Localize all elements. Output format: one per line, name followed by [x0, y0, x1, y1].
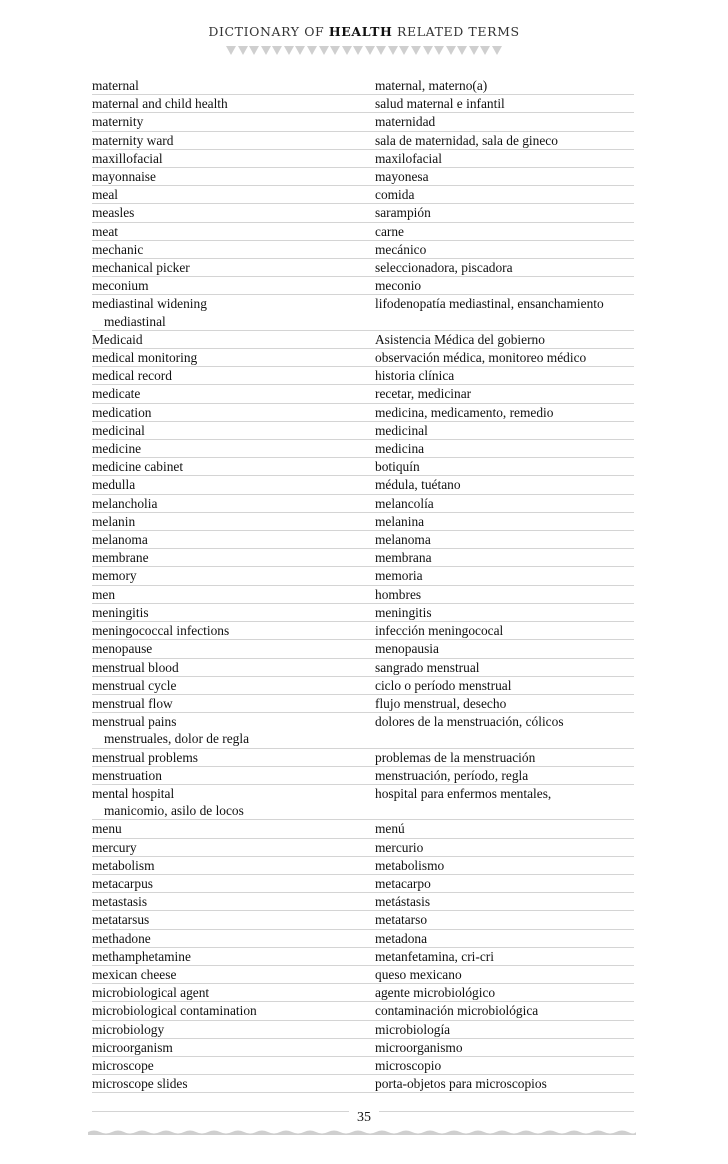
spanish-translation-line: metatarso [375, 912, 428, 928]
spanish-translation [375, 660, 480, 675]
spanish-translation-line: metabolismo [375, 857, 445, 873]
english-term: microbiological contamination [92, 1003, 257, 1019]
spanish-translation-line: meconio [375, 278, 422, 294]
spanish-translation [375, 133, 558, 148]
glossary-row [92, 422, 634, 440]
glossary-row [92, 531, 634, 549]
page-number [0, 1110, 728, 1126]
spanish-translation-line: observación médica, monitoreo médico [375, 350, 587, 366]
header-suffix: RELATED TERMS [392, 24, 520, 39]
english-term: methadone [92, 930, 151, 946]
spanish-translation-line: membrana [375, 550, 432, 566]
english-term: medicine cabinet [92, 459, 184, 475]
spanish-translation [375, 1022, 450, 1037]
english-term: mechanical picker [92, 260, 190, 276]
english-term: microbiology [92, 1021, 165, 1037]
spanish-translation-line: memoria [375, 568, 423, 584]
ornament-triangle [342, 46, 352, 55]
spanish-translation [375, 912, 427, 927]
spanish-translation-line: flujo menstrual, desecho [375, 695, 507, 711]
english-term: microorganism [92, 1039, 173, 1055]
spanish-translation-line: queso mexicano [375, 966, 462, 982]
spanish-translation [375, 967, 462, 982]
glossary-row [92, 77, 634, 95]
english-term: medical monitoring [92, 350, 198, 366]
glossary-row [92, 186, 634, 204]
glossary-row [92, 259, 634, 277]
english-term: melanin [92, 513, 136, 529]
spanish-translation-line: metanfetamina, cri-cri [375, 948, 494, 964]
english-term: medicate [92, 386, 141, 402]
spanish-translation [375, 840, 423, 855]
spanish-translation [375, 1076, 547, 1091]
ornament-triangle [411, 46, 421, 55]
glossary-row [92, 604, 634, 622]
spanish-translation-line: agente microbiológico [375, 985, 496, 1001]
english-term: membrane [92, 550, 149, 566]
glossary-row [92, 513, 634, 531]
spanish-translation-line: sarampión [375, 205, 431, 221]
english-term: metatarsus [92, 912, 150, 928]
ornament-triangle [284, 46, 294, 55]
spanish-translation [375, 350, 586, 365]
glossary-row [92, 95, 634, 113]
english-term: microbiological agent [92, 985, 210, 1001]
spanish-translation-line: meningitis [375, 604, 432, 620]
spanish-translation [375, 550, 432, 565]
spanish-translation [375, 931, 427, 946]
glossary-row [92, 567, 634, 585]
glossary-row [92, 495, 634, 513]
glossary-row [92, 586, 634, 604]
english-term: mediastinal widening [92, 296, 207, 312]
spanish-translation-line: medicina, medicamento, remedio [375, 404, 554, 420]
ornament-triangle [446, 46, 456, 55]
spanish-translation-line: metacarpo [375, 875, 431, 891]
spanish-translation-line: melancolía [375, 495, 434, 511]
spanish-translation [375, 78, 487, 93]
english-term: men [92, 586, 116, 602]
ornament-triangle [249, 46, 259, 55]
spanish-translation [375, 750, 535, 765]
english-term: menstruation [92, 767, 162, 783]
spanish-translation [375, 949, 494, 964]
english-term: medicinal [92, 422, 145, 438]
glossary-row [92, 277, 634, 295]
glossary-row [92, 241, 634, 259]
glossary-row [92, 659, 634, 677]
spanish-translation [375, 386, 471, 401]
glossary-row [92, 749, 634, 767]
spanish-translation [375, 151, 442, 166]
glossary-row [92, 875, 634, 893]
glossary-row [92, 1039, 634, 1057]
spanish-translation-line: recetar, medicinar [375, 386, 472, 402]
ornament-triangle [469, 46, 479, 55]
english-term: metastasis [92, 894, 148, 910]
spanish-translation [375, 985, 495, 1000]
spanish-translation-line: hospital para enfermos mentales, [375, 785, 552, 801]
ornament-triangle [492, 46, 502, 55]
spanish-translation [375, 114, 435, 129]
spanish-translation-line: comida [375, 187, 415, 203]
spanish-translation-line: carne [375, 223, 404, 239]
glossary-row [92, 349, 634, 367]
glossary-row [92, 150, 634, 168]
ornament-triangle [261, 46, 271, 55]
glossary-list [92, 77, 634, 1093]
spanish-translation-line: medicina [375, 441, 425, 457]
spanish-translation [375, 205, 431, 220]
glossary-row [92, 677, 634, 695]
header-ornament [226, 46, 502, 58]
english-term: mechanic [92, 241, 144, 257]
english-term: menstrual cycle [92, 677, 177, 693]
spanish-translation [375, 441, 424, 456]
spanish-translation [375, 1003, 538, 1018]
glossary-row [92, 404, 634, 422]
spanish-translation-line: mecánico [375, 241, 427, 257]
ornament-triangle [457, 46, 467, 55]
ornament-triangle [353, 46, 363, 55]
english-term: memory [92, 568, 137, 584]
glossary-row [92, 767, 634, 785]
spanish-translation [375, 876, 431, 891]
ornament-triangle [399, 46, 409, 55]
spanish-translation [375, 242, 426, 257]
english-term: menstrual blood [92, 659, 179, 675]
spanish-translation-line: sala de maternidad, sala de gineco [375, 132, 558, 148]
english-term: metabolism [92, 857, 155, 873]
spanish-translation-line: menú [375, 821, 405, 837]
spanish-translation-line: problemas de la menstruación [375, 749, 536, 765]
header-bold-word: HEALTH [328, 24, 393, 39]
english-term: mercury [92, 839, 137, 855]
ornament-triangle [423, 46, 433, 55]
ornament-triangle [226, 46, 236, 55]
english-term: menstrual pains [92, 714, 177, 730]
english-term: maxillofacial [92, 150, 163, 166]
english-term: Medicaid [92, 331, 143, 347]
glossary-row [92, 1075, 634, 1093]
spanish-translation [375, 260, 513, 275]
spanish-translation-line: menstruación, período, regla [375, 767, 529, 783]
spanish-translation [375, 587, 421, 602]
spanish-translation-line: menopausia [375, 641, 439, 657]
glossary-row [92, 622, 634, 640]
english-term: meat [92, 223, 119, 239]
ornament-triangle [480, 46, 490, 55]
spanish-translation-line: metástasis [375, 894, 431, 910]
spanish-translation-line: hombres [375, 586, 422, 602]
english-term: mayonnaise [92, 169, 156, 185]
glossary-row [92, 223, 634, 241]
spanish-translation [375, 459, 420, 474]
glossary-row [92, 367, 634, 385]
spanish-translation-line: contaminación microbiológica [375, 1003, 539, 1019]
spanish-translation [375, 623, 503, 638]
spanish-translation [375, 641, 439, 656]
spanish-translation-line: microbiología [375, 1021, 451, 1037]
english-term: metacarpus [92, 875, 153, 891]
spanish-translation [375, 332, 545, 347]
spanish-translation-line: Asistencia Médica del gobierno [375, 331, 545, 347]
ornament-triangle [272, 46, 282, 55]
glossary-row [92, 893, 634, 911]
english-term: maternal [92, 78, 139, 93]
spanish-translation [375, 768, 528, 783]
glossary-row [92, 820, 634, 838]
glossary-row [92, 1057, 634, 1075]
glossary-row [92, 168, 634, 186]
glossary-row [92, 476, 634, 494]
spanish-translation [375, 477, 461, 492]
spanish-translation-line: mercurio [375, 839, 424, 855]
glossary-row [92, 640, 634, 658]
spanish-translation [375, 894, 430, 909]
spanish-translation [375, 696, 506, 711]
spanish-translation-line: historia clínica [375, 368, 455, 384]
spanish-translation [375, 678, 511, 693]
spanish-translation [375, 1058, 441, 1073]
spanish-translation-line: maternal, materno(a) [375, 78, 488, 93]
spanish-translation [375, 187, 414, 202]
glossary-row [92, 966, 634, 984]
english-term: maternity [92, 114, 144, 130]
header-prefix: DICTIONARY OF [208, 24, 329, 39]
english-term: maternity ward [92, 132, 174, 148]
spanish-translation-continuation: menstruales, dolor de regla [104, 731, 250, 747]
english-term: maternal and child health [92, 96, 228, 112]
spanish-translation [375, 605, 432, 620]
english-term: menu [92, 821, 122, 837]
glossary-row [92, 948, 634, 966]
page-number-text: 35 [349, 1110, 379, 1125]
footer-ornament [88, 1129, 636, 1135]
glossary-row [92, 1002, 634, 1020]
spanish-translation [375, 1040, 463, 1055]
glossary-row [92, 132, 634, 150]
english-term: medulla [92, 477, 136, 493]
glossary-row [92, 785, 634, 820]
english-term: medical record [92, 368, 172, 384]
spanish-translation-continuation: manicomio, asilo de locos [104, 803, 244, 819]
ornament-triangle [238, 46, 248, 55]
spanish-translation-line: mayonesa [375, 169, 429, 185]
glossary-row [92, 458, 634, 476]
glossary-row [92, 984, 634, 1002]
spanish-translation [375, 405, 553, 420]
ornament-triangle [295, 46, 305, 55]
running-header [0, 24, 728, 39]
spanish-translation-line: microorganismo [375, 1039, 463, 1055]
glossary-row [92, 695, 634, 713]
glossary-row [92, 331, 634, 349]
english-term: menstrual flow [92, 695, 173, 711]
english-term: melancholia [92, 495, 158, 511]
spanish-translation-line: botiquín [375, 459, 420, 475]
spanish-translation [375, 423, 428, 438]
spanish-translation-line: porta-objetos para microscopios [375, 1076, 547, 1092]
ornament-triangle [388, 46, 398, 55]
spanish-translation [375, 368, 454, 383]
english-term: measles [92, 205, 135, 221]
english-term: meconium [92, 278, 149, 294]
spanish-translation [375, 96, 505, 111]
ornament-triangle [307, 46, 317, 55]
english-term: microscope [92, 1057, 154, 1073]
english-term: mexican cheese [92, 966, 177, 982]
glossary-row [92, 911, 634, 929]
english-term: meningitis [92, 604, 149, 620]
spanish-translation-line: maternidad [375, 114, 436, 130]
ornament-triangle [365, 46, 375, 55]
glossary-row [92, 839, 634, 857]
ornament-triangle [319, 46, 329, 55]
glossary-row [92, 930, 634, 948]
english-term: menstrual problems [92, 749, 198, 765]
spanish-translation-line: medicinal [375, 422, 428, 438]
spanish-translation [375, 568, 423, 583]
english-term: meal [92, 187, 119, 203]
spanish-translation-continuation: mediastinal [104, 313, 166, 329]
spanish-translation-line: médula, tuétano [375, 477, 461, 493]
spanish-translation [375, 858, 444, 873]
ornament-triangle [376, 46, 386, 55]
spanish-translation-line: maxilofacial [375, 150, 442, 166]
spanish-translation-line: microscopio [375, 1057, 442, 1073]
english-term: medicine [92, 441, 142, 457]
english-term: mental hospital [92, 785, 175, 801]
glossary-row [92, 549, 634, 567]
glossary-row [92, 113, 634, 131]
glossary-row [92, 857, 634, 875]
spanish-translation [375, 496, 434, 511]
spanish-translation-line: melanina [375, 513, 425, 529]
glossary-row [92, 713, 634, 748]
spanish-translation-line: melanoma [375, 532, 431, 548]
english-term: melanoma [92, 532, 148, 548]
glossary-row [92, 440, 634, 458]
spanish-translation [375, 224, 404, 239]
glossary-row [92, 385, 634, 403]
english-term: menopause [92, 641, 153, 657]
spanish-translation-line: ciclo o período menstrual [375, 677, 512, 693]
spanish-translation-line: metadona [375, 930, 428, 946]
spanish-translation [375, 532, 431, 547]
spanish-translation [375, 821, 405, 836]
spanish-translation [375, 278, 421, 293]
spanish-translation-line: lifodenopatía mediastinal, ensanchamiento [375, 296, 604, 312]
spanish-translation [375, 169, 429, 184]
english-term: meningococcal infections [92, 623, 230, 639]
ornament-triangle [330, 46, 340, 55]
spanish-translation-line: salud maternal e infantil [375, 96, 505, 112]
english-term: methamphetamine [92, 948, 191, 964]
spanish-translation-line: seleccionadora, piscadora [375, 260, 513, 276]
english-term: medication [92, 404, 152, 420]
spanish-translation-line: dolores de la menstruación, cólicos [375, 714, 564, 730]
glossary-row [92, 1021, 634, 1039]
spanish-translation [375, 514, 424, 529]
spanish-translation-line: infección meningococal [375, 623, 504, 639]
spanish-translation-line: sangrado menstrual [375, 659, 480, 675]
glossary-row [92, 295, 634, 330]
glossary-row [92, 204, 634, 222]
english-term: microscope slides [92, 1076, 188, 1092]
ornament-triangle [434, 46, 444, 55]
